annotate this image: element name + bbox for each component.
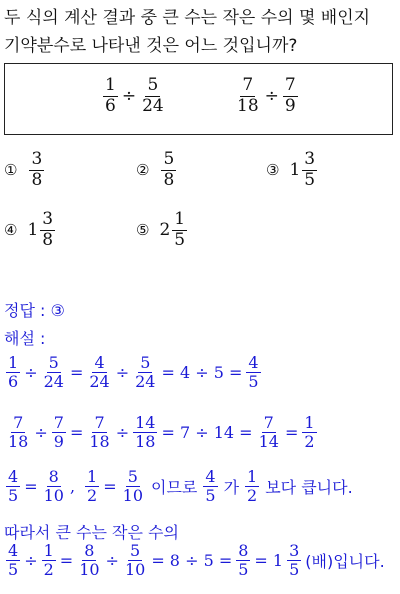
fraction-denominator: 2: [304, 432, 315, 452]
question-text: [4, 4, 396, 60]
fraction-denominator: 5: [238, 560, 249, 580]
fraction-denominator: 8: [31, 169, 43, 190]
fraction-numerator: 8: [238, 541, 249, 560]
fraction-denominator: 10: [122, 486, 143, 506]
fraction-denominator: 24: [135, 372, 156, 392]
operator: ÷: [24, 363, 38, 383]
fraction-denominator: 5: [174, 229, 186, 250]
fraction-numerator: 7: [284, 75, 296, 95]
fraction-denominator: 5: [205, 486, 216, 506]
solution-line-4: 따라서 큰 수는 작은 수의: [4, 523, 179, 542]
fraction-numerator: 14: [135, 413, 156, 432]
fraction-numerator: 3: [42, 209, 54, 229]
operator: ÷: [115, 423, 130, 443]
fraction-numerator: 3: [31, 149, 43, 169]
fraction-numerator: 7: [242, 75, 254, 95]
fraction-numerator: 5: [130, 541, 141, 560]
expression-2: [233, 76, 300, 116]
fraction-numerator: 1: [304, 413, 315, 432]
option-5[interactable]: [136, 210, 189, 250]
fraction-numerator: 5: [48, 353, 59, 372]
fraction-denominator: 8: [42, 229, 54, 250]
operator: ÷: [34, 423, 48, 443]
fraction-denominator: 18: [89, 432, 110, 452]
fraction-denominator: 9: [53, 432, 64, 452]
fraction-numerator: 3: [289, 541, 300, 560]
fraction-denominator: 5: [8, 486, 19, 506]
fraction-denominator: 5: [8, 560, 19, 580]
solution-line-5: [4, 542, 385, 580]
fraction-numerator: 8: [84, 541, 95, 560]
divide-operator: ÷: [121, 86, 137, 107]
fraction-numerator: 1: [105, 75, 116, 95]
fraction-denominator: 10: [43, 486, 64, 506]
option-1[interactable]: [4, 150, 46, 190]
solution-line-3: [4, 468, 353, 506]
fraction-denominator: 18: [8, 432, 29, 452]
option-3[interactable]: [266, 150, 319, 190]
fraction-numerator: 7: [263, 413, 274, 432]
fraction-numerator: 1: [247, 467, 258, 486]
fraction-denominator: 18: [135, 432, 156, 452]
fraction-denominator: 9: [284, 95, 296, 116]
fraction-numerator: 1: [8, 353, 19, 372]
operator: =: [103, 477, 117, 497]
operator: = 7 ÷ 14 =: [161, 423, 253, 443]
option-2[interactable]: [136, 150, 178, 190]
text: 보다 큽니다.: [265, 478, 353, 498]
operator: =: [284, 423, 299, 443]
text: (배)입니다.: [305, 552, 385, 572]
fraction-denominator: 18: [237, 95, 259, 116]
fraction-numerator: 7: [53, 413, 64, 432]
expression-box: [4, 63, 393, 135]
fraction-numerator: 1: [87, 467, 98, 486]
fraction-numerator: 7: [94, 413, 105, 432]
whole-number: 1: [289, 160, 301, 181]
fraction-numerator: 4: [94, 353, 105, 372]
text: 이므로: [151, 478, 198, 498]
fraction-denominator: 24: [89, 372, 110, 392]
expression-1: [101, 76, 168, 116]
solution-line-2: [4, 414, 319, 452]
fraction-numerator: 4: [8, 541, 19, 560]
fraction-denominator: 10: [124, 560, 146, 580]
whole-number: 1: [27, 220, 39, 241]
fraction-denominator: 2: [43, 560, 54, 580]
operator: ÷: [105, 551, 119, 571]
operator: ÷: [24, 551, 38, 571]
operator: = 4 ÷ 5 =: [161, 363, 243, 383]
fraction-numerator: 4: [8, 467, 19, 486]
operator: ÷: [115, 363, 130, 383]
option-number: ②: [136, 161, 150, 180]
fraction-denominator: 2: [87, 486, 98, 506]
fraction-numerator: 7: [13, 413, 24, 432]
fraction-numerator: 5: [163, 149, 175, 169]
fraction-denominator: 14: [258, 432, 279, 452]
operator: =: [69, 363, 84, 383]
fraction-denominator: 2: [247, 486, 258, 506]
solution-line-1: [4, 354, 263, 392]
fraction-denominator: 8: [163, 169, 175, 190]
fraction-numerator: 5: [127, 467, 138, 486]
fraction-denominator: 10: [79, 560, 100, 580]
answer-label: 정답 : ③: [4, 301, 65, 320]
option-number: ⑤: [136, 221, 150, 240]
fraction-denominator: 6: [8, 372, 19, 392]
option-4[interactable]: [4, 210, 57, 250]
fraction-denominator: 5: [248, 372, 259, 392]
fraction-numerator: 8: [48, 467, 59, 486]
fraction-numerator: 4: [248, 353, 259, 372]
fraction-denominator: 5: [289, 560, 300, 580]
divide-operator: ÷: [264, 86, 279, 107]
question-line-1: 두 식의 계산 결과 중 큰 수는 작은 수의 몇 배인지: [4, 8, 371, 28]
question-line-2: 기약분수로 나타낸 것은 어느 것입니까?: [4, 36, 298, 56]
fraction-denominator: 24: [142, 95, 164, 116]
fraction-numerator: 4: [205, 467, 216, 486]
operator: = 1: [254, 551, 284, 571]
fraction-denominator: 24: [43, 372, 64, 392]
fraction-numerator: 3: [304, 149, 316, 169]
comma: ,: [69, 477, 76, 497]
fraction-numerator: 5: [147, 75, 159, 95]
fraction-numerator: 1: [174, 209, 186, 229]
option-number: ④: [4, 221, 18, 240]
operator: =: [69, 423, 84, 443]
operator: =: [24, 477, 38, 497]
fraction-numerator: 5: [140, 353, 151, 372]
option-number: ①: [4, 161, 18, 180]
solution-label: 해설 :: [4, 329, 46, 348]
fraction-denominator: 5: [304, 169, 316, 190]
operator: = 8 ÷ 5 =: [151, 551, 233, 571]
option-number: ③: [266, 161, 280, 180]
operator: =: [59, 551, 74, 571]
whole-number: 2: [159, 220, 171, 241]
fraction-denominator: 6: [105, 95, 116, 116]
text: 가: [223, 478, 240, 498]
fraction-numerator: 1: [43, 541, 54, 560]
